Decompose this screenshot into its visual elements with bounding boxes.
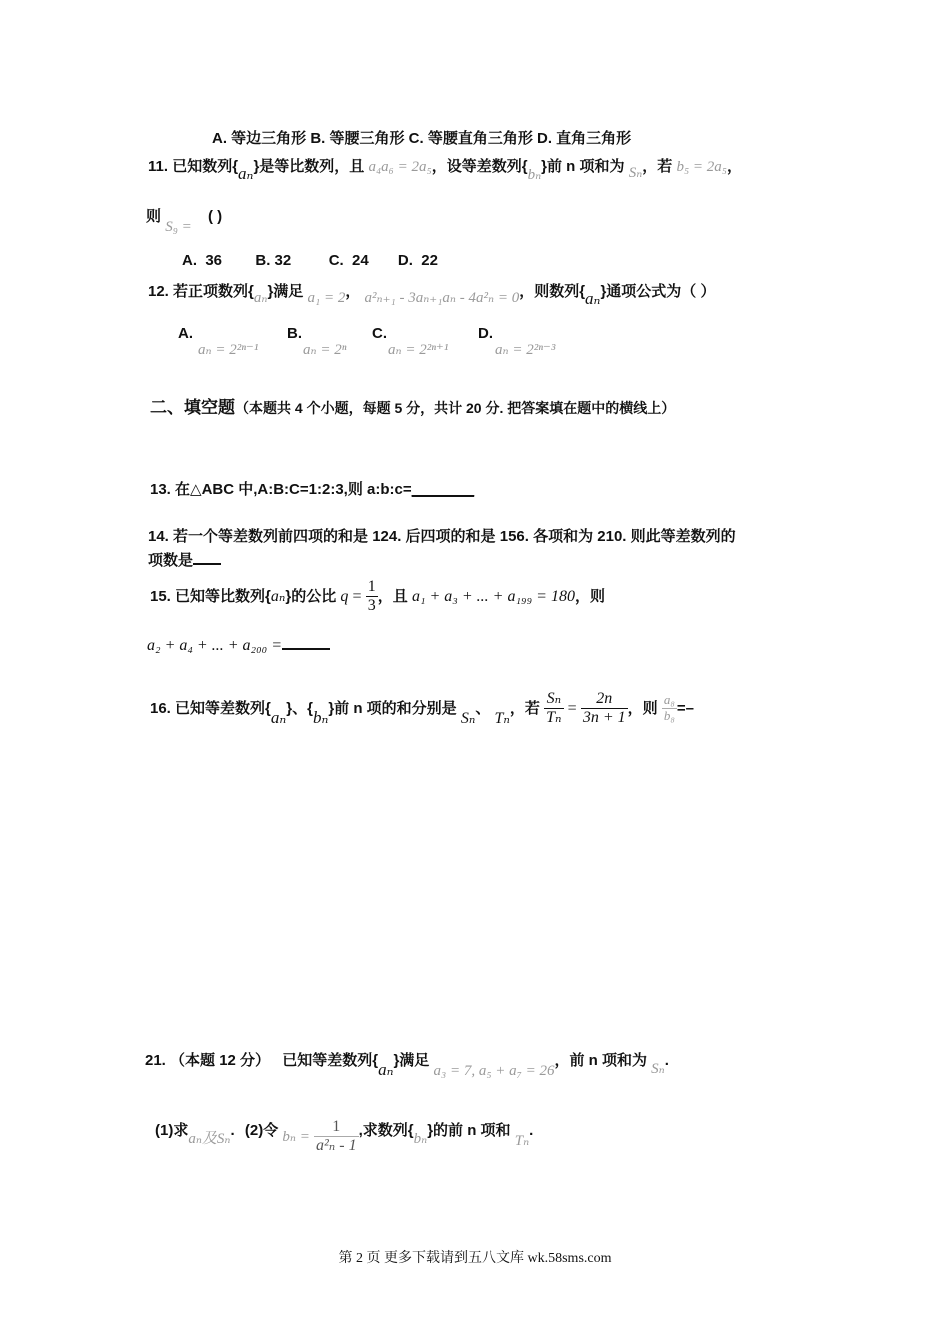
q15-line-2: a₂ + a₄ + ... + a₂₀₀ = [147, 637, 330, 655]
q12-formula-c: aₙ = 2²ⁿ⁺¹ [388, 342, 449, 358]
q12-formula-b: aₙ = 2ⁿ [303, 342, 347, 358]
question-11: 11. 已知数列{aₙ}是等比数列，且 a₄a₆ = 2a₅，设等差数列{bₙ}前 n 项和为 Sₙ，若 b₅ = 2a₅， [148, 158, 743, 183]
q11-condition-2: b₅ = 2a₅ [676, 159, 728, 175]
question-15: 15. 已知等比数列{aₙ}的公比 q = $\frac{1}{3}$ ，且 a₁ + a₃ + ... + a₁₉₉ = 180，则 [150, 578, 605, 615]
q16-target-fraction: $\frac{\text{a₈}}{\text{b₈}}$ [663, 692, 675, 724]
q14-line-2: 项数是 [148, 549, 221, 570]
q12-option-b: B. [287, 325, 302, 342]
question-21: 21. （本题 12 分） 已知等差数列{aₙ}满足 a₃ = 7, a₅ + a₇ = 26，前 n 项和为 Sₙ. [145, 1052, 669, 1079]
q11-options: A. 36 B. 32 C. 24 D. 22 [182, 252, 438, 269]
q15-ratio-fraction: $\frac{1}{3}$ [367, 578, 376, 615]
question-14: 14. 若一个等差数列前四项的和是 124. 后四项的和是 156. 各项和为 210. 则此等差数列的 [148, 528, 736, 545]
q12-formula-d: aₙ = 2²ⁿ⁻³ [495, 342, 556, 358]
q21-condition: a₃ = 7, a₅ + a₇ = 26 [433, 1063, 555, 1079]
q14-answer-blank[interactable] [193, 549, 221, 565]
q21-parts: (1)求aₙ及Sₙ. (2)令 bₙ = $\frac{1}{\text{a²ₙ - 1}}$ ,求数列{bₙ}的前 n 项和 Tₙ. [155, 1118, 534, 1155]
q11-then: 则 S₉ = ( ) [146, 208, 223, 235]
q11-condition: a₄a₆ = 2a₅ [368, 159, 432, 175]
q12-option-d: D. [478, 325, 493, 342]
q16-answer-blank[interactable]: =– [676, 699, 694, 717]
q15-answer-blank[interactable] [282, 638, 330, 650]
q12-formula-a: aₙ = 2²ⁿ⁻¹ [198, 342, 259, 358]
q12-option-c: C. [372, 325, 387, 342]
q10-choices: A. 等边三角形 B. 等腰三角形 C. 等腰直角三角形 D. 直角三角形 [212, 130, 632, 147]
section-fill-in-blank: 二、填空题（本题共 4 个小题，每题 5 分，共计 20 分. 把答案填在题中的横线上） [150, 398, 676, 417]
question-12: 12. 若正项数列{aₙ}满足 a₁ = 2， a²ₙ₊₁ - 3aₙ₊₁aₙ - 4a²ₙ = 0，则数列{aₙ}通项公式为（ ） [148, 283, 716, 308]
question-13: 13. 在△ABC 中,A:B:C=1:2:3,则 a:b:c=__ _____ [150, 481, 475, 498]
q21-bn-fraction: $\frac{1}{\text{a²ₙ - 1}}$ [316, 1118, 357, 1155]
page-footer: 第 2 页 更多下载请到五八文库 wk.58sms.com [338, 1251, 612, 1266]
q12-option-a: A. [178, 325, 193, 342]
q13-answer-blank[interactable]: __ _____ [411, 481, 475, 498]
q16-result-fraction: $\frac{2n}{3n + 1}$ [582, 690, 626, 727]
question-16: 16. 已知等差数列{aₙ}、{bₙ}前 n 项的和分别是 Sₙ、 Tₙ，若 $\frac{\text{Sₙ}}{\text{Tₙ}}$ = $\frac{2n}{3n + 1}$ ，则 $\frac{\text{a₈}}{\text{b₈}}$ =– [150, 690, 694, 727]
q16-ratio-fraction: $\frac{\text{Sₙ}}{\text{Tₙ}}$ [546, 690, 562, 727]
sequence-a-n: aₙ [238, 164, 254, 183]
